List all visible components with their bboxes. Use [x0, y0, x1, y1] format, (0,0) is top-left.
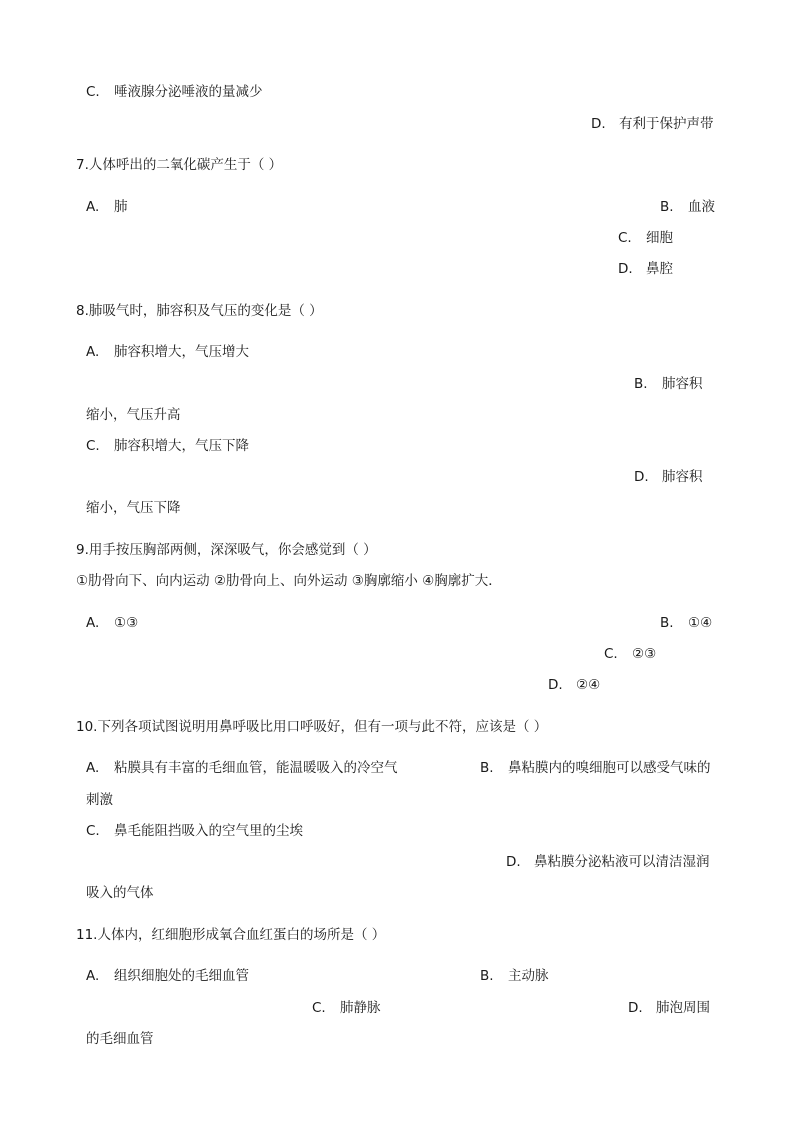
q7-option-c: [618, 229, 673, 247]
option-text: 肺: [114, 199, 128, 215]
option-text: 主动脉: [508, 968, 549, 984]
option-letter: C.: [86, 84, 100, 100]
q9-option-d: [548, 676, 600, 694]
option-text: 肺静脉: [340, 1000, 381, 1016]
option-letter: D.: [591, 116, 606, 132]
option-text: 鼻腔: [646, 261, 673, 277]
option-letter: A.: [86, 760, 100, 776]
option-text: 血液: [688, 199, 715, 215]
q10-option-d: [506, 853, 710, 871]
q10-option-a: [86, 759, 398, 777]
q11-option-c: [312, 999, 381, 1017]
option-letter: B.: [480, 968, 494, 984]
q8-option-c: [86, 437, 249, 455]
option-text: 肺容积: [662, 469, 703, 485]
q8-stem: 8.肺吸气时，肺容积及气压的变化是（ ）: [76, 303, 323, 319]
option-text: 肺容积: [662, 376, 703, 392]
q11-option-d: [628, 999, 710, 1017]
q7-option-d: [618, 260, 673, 278]
option-text: 肺容积增大，气压下降: [114, 438, 249, 454]
option-letter: C.: [604, 646, 618, 662]
q10-option-b-continuation: 刺激: [86, 792, 113, 808]
option-letter: B.: [660, 199, 674, 215]
q9-stem: 9.用手按压胸部两侧，深深吸气，你会感觉到（ ）: [76, 542, 377, 558]
q8-option-a: [86, 343, 249, 361]
q10-option-c: [86, 822, 303, 840]
option-letter: C.: [312, 1000, 326, 1016]
option-letter: C.: [618, 230, 632, 246]
option-letter: A.: [86, 199, 100, 215]
q8-option-b: [634, 375, 703, 393]
q9-option-c: [604, 645, 656, 663]
option-letter: D.: [506, 854, 521, 870]
q8-option-d-continuation: 缩小，气压下降: [86, 500, 181, 516]
option-letter: A.: [86, 968, 100, 984]
q11-option-a: [86, 967, 249, 985]
option-text: ②③: [632, 646, 657, 662]
q9-option-a: [86, 614, 138, 632]
option-text: 唾液腺分泌唾液的量减少: [114, 84, 263, 100]
option-letter: B.: [634, 376, 648, 392]
option-letter: D.: [548, 677, 563, 693]
q9-option-b: [660, 614, 712, 632]
option-text: ②④: [576, 677, 601, 693]
option-letter: A.: [86, 615, 100, 631]
q10-stem: 10.下列各项试图说明用鼻呼吸比用口呼吸好，但有一项与此不符，应该是（ ）: [76, 719, 548, 735]
option-letter: D.: [634, 469, 649, 485]
option-text: 肺容积增大，气压增大: [114, 344, 249, 360]
option-text: 粘膜具有丰富的毛细血管，能温暖吸入的冷空气: [114, 760, 398, 776]
q11-option-d-continuation: 的毛细血管: [86, 1031, 154, 1047]
option-text: 鼻粘膜内的嗅细胞可以感受气味的: [508, 760, 711, 776]
q7-option-a: [86, 198, 128, 216]
option-text: 鼻毛能阻挡吸入的空气里的尘埃: [114, 823, 303, 839]
q11-stem: 11.人体内，红细胞形成氧合血红蛋白的场所是（ ）: [76, 927, 386, 943]
q6-option-c: [86, 83, 263, 101]
option-text: ①③: [114, 615, 139, 631]
option-text: 有利于保护声带: [619, 116, 714, 132]
q7-stem: 7.人体呼出的二氧化碳产生于（ ）: [76, 157, 283, 173]
option-letter: A.: [86, 344, 100, 360]
option-letter: D.: [618, 261, 633, 277]
option-text: 肺泡周围: [656, 1000, 710, 1016]
option-letter: C.: [86, 438, 100, 454]
option-letter: D.: [628, 1000, 643, 1016]
q6-option-d: [591, 115, 714, 133]
option-text: 组织细胞处的毛细血管: [114, 968, 249, 984]
q8-option-b-continuation: 缩小，气压升高: [86, 407, 181, 423]
option-text: 细胞: [646, 230, 673, 246]
q9-statements: ①肋骨向下、向内运动 ②肋骨向上、向外运动 ③胸廓缩小 ④胸廓扩大．: [76, 573, 502, 589]
option-text: 鼻粘膜分泌粘液可以清洁湿润: [534, 854, 710, 870]
q10-option-d-continuation: 吸入的气体: [86, 885, 154, 901]
option-letter: C.: [86, 823, 100, 839]
q10-option-b: [480, 759, 711, 777]
q7-option-b: [660, 198, 715, 216]
q8-option-d: [634, 468, 703, 486]
option-text: ①④: [688, 615, 713, 631]
option-letter: B.: [660, 615, 674, 631]
q11-option-b: [480, 967, 549, 985]
option-letter: B.: [480, 760, 494, 776]
